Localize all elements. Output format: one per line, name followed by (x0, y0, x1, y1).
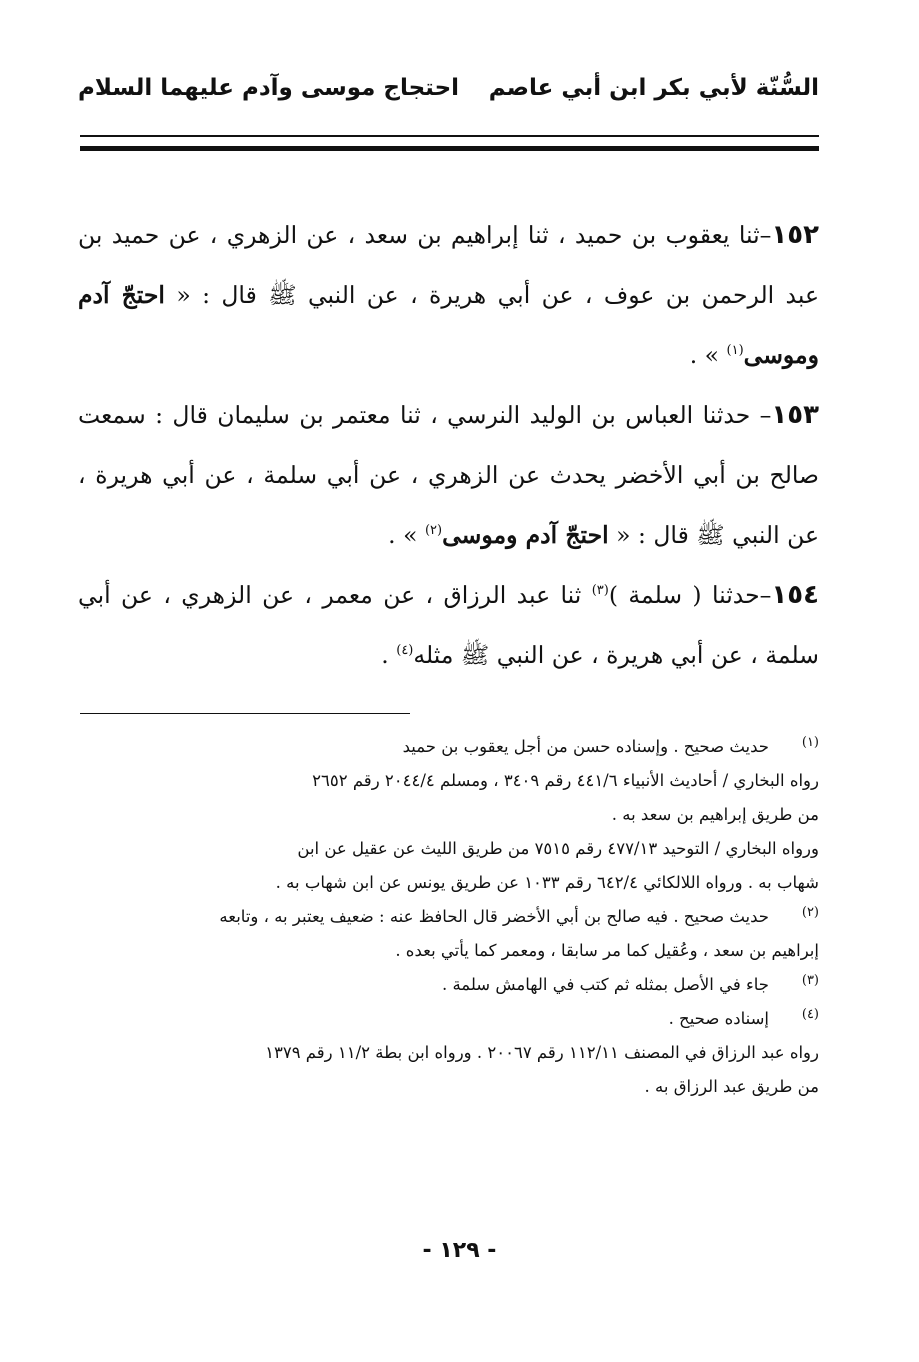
hadith-text-end: . (381, 641, 397, 669)
hadith-number: ١٥٢ (771, 220, 819, 250)
footnote-marker: (١) (801, 735, 819, 750)
footnote-ref: (٣) (591, 583, 609, 599)
chapter-title: احتجاج موسى وآدم عليهما السلام (78, 75, 460, 101)
footnotes (78, 730, 819, 1104)
footnote-line: من طريق إبراهيم بن سعد به . (611, 805, 819, 824)
footnote-ref: (٢) (424, 523, 443, 539)
footnote-line: إسناده صحيح . (668, 1009, 769, 1028)
footnote-line: حديث صحيح . فيه صالح بن أبي الأخضر قال الحافظ عنه : ضعيف يعتبر به ، وتابعه (219, 907, 769, 926)
footnote-line: حديث صحيح . وإسناده حسن من أجل يعقوب بن حميد (402, 737, 769, 756)
running-header (78, 68, 819, 108)
page-number: - ١٢٩ - (422, 1238, 497, 1263)
hadith-text: –ثنا يعقوب بن حميد ، ثنا إبراهيم بن سعد ، عن الزهري ، عن حميد بن عبد الرحمن بن عوف ، عن أبي هريرة ، عن النبي ﷺ قال : « (78, 221, 820, 309)
header-rule-thin (80, 135, 819, 137)
hadith-number: ١٥٣ (771, 400, 819, 430)
footnote-line: ورواه البخاري / التوحيد ٤٧٧/١٣ رقم ٧٥١٥ من طريق الليث عن عقيل عن ابن (297, 839, 819, 858)
hadith-154 (78, 565, 819, 685)
hadith-152 (78, 205, 819, 385)
footnote-ref: (١) (726, 343, 744, 359)
footnote-line: رواه البخاري / أحاديث الأنبياء ٤٤١/٦ رقم ٣٤٠٩ ، ومسلم ٢٠٤٤/٤ رقم ٢٦٥٢ (312, 771, 819, 790)
footnote-marker: (٣) (801, 973, 819, 988)
footnote-2 (78, 900, 819, 968)
hadith-text-mid: ثنا عبد الرزاق ، عن معمر ، عن الزهري ، عن أبي سلمة ، عن أبي هريرة ، عن النبي ﷺ مثله (78, 581, 819, 669)
footnote-1 (78, 730, 819, 900)
footnote-ref: (٤) (396, 643, 414, 659)
footnote-line: رواه عبد الرزاق في المصنف ١١٢/١١ رقم ٢٠٠٦٧ . ورواه ابن بطة ١١/٢ رقم ١٣٧٩ (265, 1043, 819, 1062)
hadith-text: – حدثنا العباس بن الوليد النرسي ، ثنا معتمر بن سليمان قال : سمعت صالح بن أبي الأخضر يحدث عن الزهري ، عن أبي سلمة ، عن أبي هريرة ، عن النبي ﷺ قال : « (78, 401, 819, 549)
footnote-line: إبراهيم بن سعد ، وعُقيل كما مر سابقا ، ومعمر كما يأتي بعده . (395, 941, 819, 960)
main-text (78, 205, 819, 685)
footnote-separator (80, 713, 410, 714)
book-title: السُّنّة لأبي بكر ابن أبي عاصم (488, 75, 819, 101)
hadith-matn: احتجّ آدم وموسى (442, 521, 609, 549)
footnote-line: من طريق عبد الرزاق به . (644, 1077, 819, 1096)
footnote-3 (78, 968, 819, 1002)
hadith-text: –حدثنا ( سلمة ) (608, 581, 772, 609)
footnote-marker: (٢) (801, 905, 819, 920)
footnote-line: جاء في الأصل بمثله ثم كتب في الهامش سلمة . (441, 975, 769, 994)
hadith-153 (78, 385, 819, 565)
hadith-number: ١٥٤ (771, 580, 819, 610)
footnote-4 (78, 1002, 819, 1104)
header-rule-thick (80, 146, 819, 151)
hadith-text-end: » . (388, 521, 425, 549)
footnote-marker: (٤) (801, 1007, 819, 1022)
footnote-line: شهاب به . ورواه اللالكائي ٦٤٢/٤ رقم ١٠٣٣ عن طريق يونس عن ابن شهاب به . (275, 873, 819, 892)
hadith-text-end: » . (689, 341, 727, 369)
hadith-matn: احتجّ آدم وموسى (78, 281, 819, 369)
